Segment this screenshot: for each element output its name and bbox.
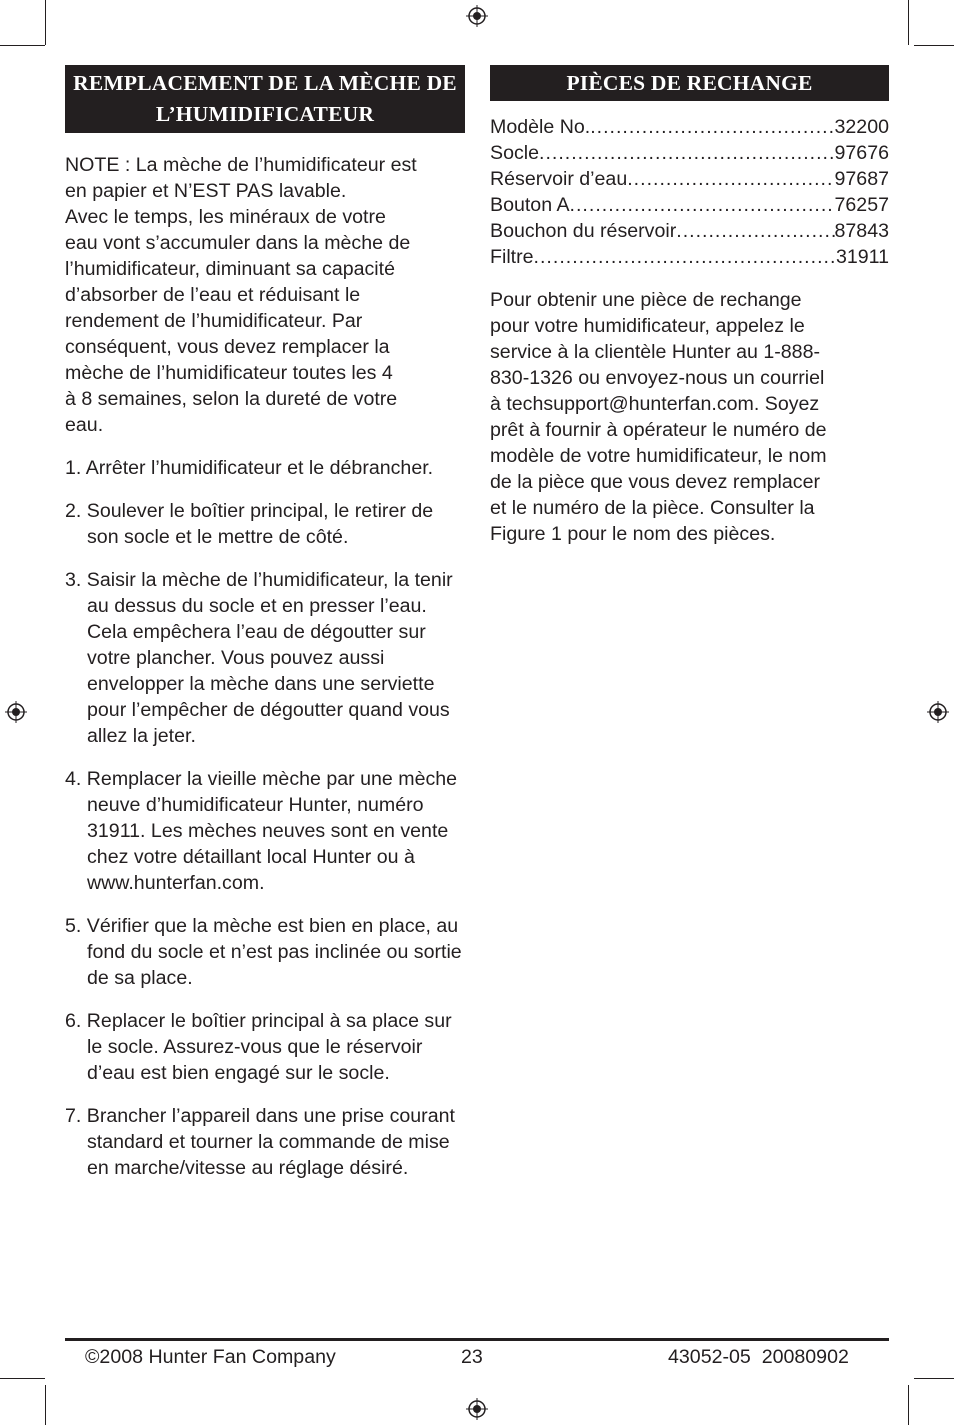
step-item: 7. Brancher l’appareil dans une prise courant standard et tourner la commande de mise en marche/vitesse au réglage désiré. (65, 1105, 455, 1179)
leader-dots (570, 192, 835, 218)
crop-mark (0, 1378, 45, 1379)
footer-divider (65, 1338, 889, 1341)
part-row (490, 218, 889, 244)
leader-dots (676, 218, 834, 244)
part-number: 32200 (834, 116, 889, 138)
intro-line: eau vont s’accumuler dans la mèche de (65, 232, 411, 254)
part-number: 97687 (834, 168, 889, 190)
part-row (490, 166, 889, 192)
crop-mark (45, 1385, 46, 1425)
step-item: 2. Soulever le boîtier principal, le retirer de son socle et le mettre de côté. (65, 500, 434, 548)
part-number: 87843 (834, 220, 889, 242)
info-line: prêt à fournir à opérateur le numéro de (490, 419, 827, 441)
info-line: service à la clientèle Hunter au 1-888- (490, 341, 821, 363)
info-line: 830-1326 ou envoyez-nous un courriel (490, 367, 825, 389)
footer-page-number: 23 (461, 1346, 483, 1368)
footer-doc-code: 43052-05 20080902 (668, 1346, 849, 1368)
replacement-parts-section (490, 65, 889, 547)
info-line: Figure 1 pour le nom des pièces. (490, 523, 776, 545)
ordering-info-paragraph (490, 287, 889, 547)
footer-copyright: ©2008 Hunter Fan Company (85, 1346, 336, 1368)
part-name: Bouchon du réservoir (490, 220, 677, 242)
crop-mark (914, 45, 954, 46)
leader-dots (627, 166, 834, 192)
crop-mark (908, 0, 909, 45)
registration-mark-icon (466, 1398, 488, 1420)
wick-replacement-section (65, 65, 465, 1181)
parts-list (490, 114, 889, 270)
part-number: 97676 (834, 142, 889, 164)
part-row (490, 192, 889, 218)
intro-line: NOTE : La mèche de l’humidificateur est (65, 154, 417, 176)
intro-line: mèche de l’humidificateur toutes les 4 (65, 362, 393, 384)
registration-mark-icon (466, 5, 488, 27)
step-item: 3. Saisir la mèche de l’humidificateur, la tenir au dessus du socle et en presser l’eau. Cela empêchera l’eau de dégoutter sur votre plancher. Vous pouvez aussi envelopper la mèche dans une serviette pour l’empêcher de dégoutter quand vous allez la jeter. (65, 569, 453, 747)
part-number: 31911 (835, 246, 889, 268)
info-line: Pour obtenir une pièce de rechange (490, 289, 802, 311)
part-name: Modèle No. (490, 116, 591, 138)
part-name: Socle (490, 142, 540, 164)
part-row (490, 244, 889, 270)
section-heading: REMPLACEMENT DE LA MÈCHE DE L’HUMIDIFICATEUR (65, 65, 465, 133)
info-line: modèle de votre humidificateur, le nom (490, 445, 827, 467)
crop-mark (914, 1378, 954, 1379)
info-line: pour votre humidificateur, appelez le (490, 315, 805, 337)
leader-dots (590, 114, 834, 140)
part-name: Réservoir d’eau (490, 168, 628, 190)
step-item: 4. Remplacer la vieille mèche par une mèche neuve d’humidificateur Hunter, numéro 31911. Les mèches neuves sont en vente chez votre détaillant local Hunter ou à www.hunterfan.com. (65, 768, 458, 894)
intro-line: rendement de l’humidificateur. Par (65, 310, 363, 332)
part-number: 76257 (834, 194, 889, 216)
step-item: 1. Arrêter l’humidificateur et le débrancher. (65, 457, 434, 479)
leader-dots (534, 244, 836, 270)
intro-paragraph (65, 152, 465, 438)
leader-dots (539, 140, 834, 166)
step-list (65, 455, 465, 1181)
intro-line: l’humidificateur, diminuant sa capacité (65, 258, 396, 280)
intro-line: à 8 semaines, selon la dureté de votre (65, 388, 398, 410)
info-line: et le numéro de la pièce. Consulter la (490, 497, 815, 519)
info-line: de la pièce que vous devez remplacer (490, 471, 821, 493)
step-item: 6. Replacer le boîtier principal à sa place sur le socle. Assurez-vous que le réservoir d’eau est bien engagé sur le socle. (65, 1010, 452, 1084)
crop-mark (0, 45, 45, 46)
part-name: Filtre (490, 246, 534, 268)
part-row (490, 140, 889, 166)
crop-mark (45, 0, 46, 45)
crop-mark (908, 1385, 909, 1425)
part-name: Bouton A (490, 194, 570, 216)
intro-line: Avec le temps, les minéraux de votre (65, 206, 386, 228)
intro-line: conséquent, vous devez remplacer la (65, 336, 390, 358)
info-line: à techsupport@hunterfan.com. Soyez (490, 393, 820, 415)
intro-line: d’absorber de l’eau et réduisant le (65, 284, 361, 306)
registration-mark-icon (927, 701, 949, 723)
step-item: 5. Vérifier que la mèche est bien en place, au fond du socle et n’est pas inclinée ou sortie de sa place. (65, 915, 462, 989)
registration-mark-icon (5, 701, 27, 723)
section-heading: PIÈCES DE RECHANGE (490, 65, 889, 101)
intro-line: en papier et N’EST PAS lavable. (65, 180, 347, 202)
part-row (490, 114, 889, 140)
intro-line: eau. (65, 414, 104, 436)
